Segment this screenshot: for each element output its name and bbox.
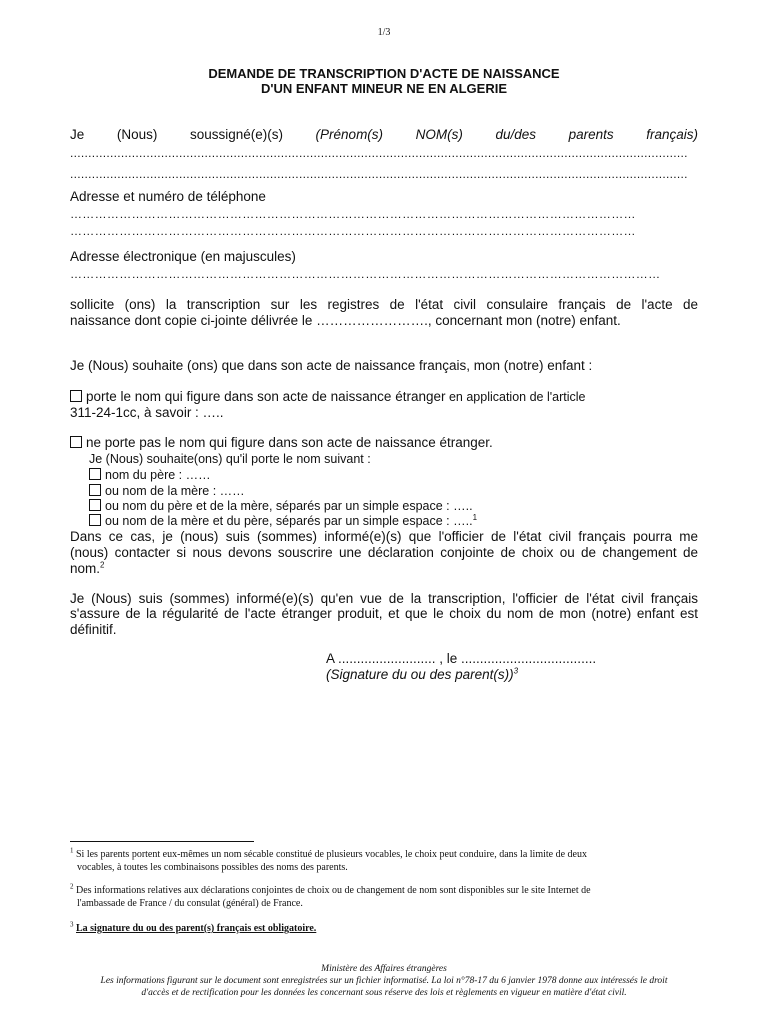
footer-ministry: Ministère des Affaires étrangères: [321, 964, 447, 974]
name-choice-label: ou nom du père et de la mère, séparés par un simple espace : …..: [105, 499, 473, 513]
mother-name-checkbox[interactable]: [89, 484, 101, 496]
option2-text: ne porte pas le nom qui figure dans son acte de naissance étranger.: [86, 435, 493, 450]
address-field-2[interactable]: …………………………………………………………………………………………………………………………: [70, 224, 636, 238]
signature-label-text: (Signature du ou des parent(s)): [326, 667, 514, 682]
footnote-text: Des informations relatives aux déclarations conjointes de choix ou de changement de nom sont disponibles sur le site Internet de: [76, 885, 591, 896]
option2-line: [70, 435, 698, 450]
declarant-word: soussigné(e)(s): [189, 127, 283, 142]
address-field-1[interactable]: …………………………………………………………………………………………………………………………: [70, 207, 636, 221]
declarant-field-2[interactable]: ..........................................................................................................................................................................: [70, 167, 688, 181]
option2-sub-intro: Je (Nous) souhaite(ons) qu'il porte le nom suivant :: [89, 452, 371, 466]
signature-label: [326, 667, 518, 682]
name-choice-label: ou nom de la mère : ……: [105, 484, 245, 498]
declarant-hint: du/des: [495, 127, 537, 142]
footnote-number: 2: [70, 882, 74, 891]
footnote-ref: 1: [472, 514, 478, 522]
declarant-hint: NOM(s): [415, 127, 463, 142]
email-field[interactable]: ………………………………………………………………………………………………………………………………: [70, 267, 661, 281]
wish-intro: Je (Nous) souhaite (ons) que dans son acte de naissance français, mon (notre) enfant :: [70, 358, 593, 373]
case-text-line3: [70, 561, 698, 576]
footnote-text: Si les parents portent eux-mêmes un nom sécable constitué de plusieurs vocables, le choix peut conduire, dans la limite de deux: [76, 849, 587, 860]
footnote-ref: 2: [100, 561, 105, 570]
name-choice-label: nom du père : ……: [105, 468, 211, 482]
info-text-line1: Je (Nous) suis (sommes) informé(e)(s) qu'en vue de la transcription, l'officier de l'état civil français: [70, 591, 698, 606]
footnote-3: [70, 922, 698, 935]
form-title-line2: D'UN ENFANT MINEUR NE EN ALGERIE: [260, 81, 507, 96]
option1-checkbox[interactable]: [70, 390, 82, 402]
name-choice-mother-father: [89, 514, 689, 528]
footnote-ref: 3: [513, 666, 519, 676]
declarant-hint: (Prénom(s): [315, 127, 384, 142]
footer-legal-line1: Les informations figurant sur le document sont enregistrées sur un fichier informatisé. La loi n°78-17 du 6 janvier 1978 donne aux intéressés le droit: [100, 976, 668, 986]
option1-line2: 311-24-1cc, à savoir : …..: [70, 405, 224, 420]
footnote-divider: [70, 841, 254, 842]
father-mother-name-checkbox[interactable]: [89, 499, 101, 511]
page-number: 1/3: [377, 27, 391, 38]
declarant-word: Je: [70, 127, 85, 142]
name-choice-father: [89, 468, 689, 482]
father-name-checkbox[interactable]: [89, 468, 101, 480]
footnote-text: La signature du ou des parent(s) français est obligatoire.: [76, 923, 317, 934]
email-label: Adresse électronique (en majuscules): [70, 249, 296, 264]
request-line2: naissance dont copie ci-jointe délivrée le ……………………., concernant mon (notre) enfant.: [70, 313, 621, 328]
footer-legal-line2: d'accès et de rectification pour les données les concernant sous réserve des lois et règlements en vigueur en matière d'état civil.: [141, 988, 627, 998]
footnote-2: [70, 884, 698, 910]
footnote-text: vocables, à toutes les combinaisons possibles des noms des parents.: [77, 862, 348, 873]
footnote-number: 3: [70, 920, 74, 929]
case-text-end: nom.: [70, 561, 101, 576]
place-date-field[interactable]: A .......................... , le ....................................: [326, 651, 597, 666]
declarant-word: (Nous): [116, 127, 158, 142]
option1-text: porte le nom qui figure dans son acte de naissance étranger: [86, 389, 446, 404]
footnote-1: [70, 848, 698, 874]
info-text-line3: définitif.: [70, 622, 117, 637]
form-title-line1: DEMANDE DE TRANSCRIPTION D'ACTE DE NAISSANCE: [208, 66, 560, 81]
address-label: Adresse et numéro de téléphone: [70, 189, 266, 204]
info-text-line2: s'assure de la régularité de l'acte étranger produit, et que le choix du nom de mon (notre) enfant est: [70, 606, 698, 621]
declarant-hint: parents: [568, 127, 614, 142]
mother-father-name-checkbox[interactable]: [89, 514, 101, 526]
declarant-line: [70, 127, 698, 142]
case-text-line2: (nous) contacter si nous devons souscrire une déclaration conjointe de choix ou de changement de: [70, 545, 698, 560]
footnote-number: 1: [70, 846, 74, 855]
name-choice-father-mother: [89, 499, 689, 513]
option1-line: [70, 389, 698, 404]
option1-article: en application de l'article: [445, 390, 586, 404]
name-choice-label: ou nom de la mère et du père, séparés par un simple espace : …..: [105, 514, 473, 528]
option2-checkbox[interactable]: [70, 436, 82, 448]
case-text-line1: Dans ce cas, je (nous) suis (sommes) informé(e)(s) que l'officier de l'état civil français pourra me: [70, 529, 698, 544]
name-choice-mother: [89, 484, 689, 498]
footnote-text: l'ambassade de France / du consulat (général) de France.: [77, 898, 303, 909]
declarant-hint: français): [646, 127, 698, 142]
request-line1: sollicite (ons) la transcription sur les registres de l'état civil consulaire français de l'acte de: [70, 297, 698, 312]
declarant-field-1[interactable]: ..........................................................................................................................................................................: [70, 146, 688, 160]
